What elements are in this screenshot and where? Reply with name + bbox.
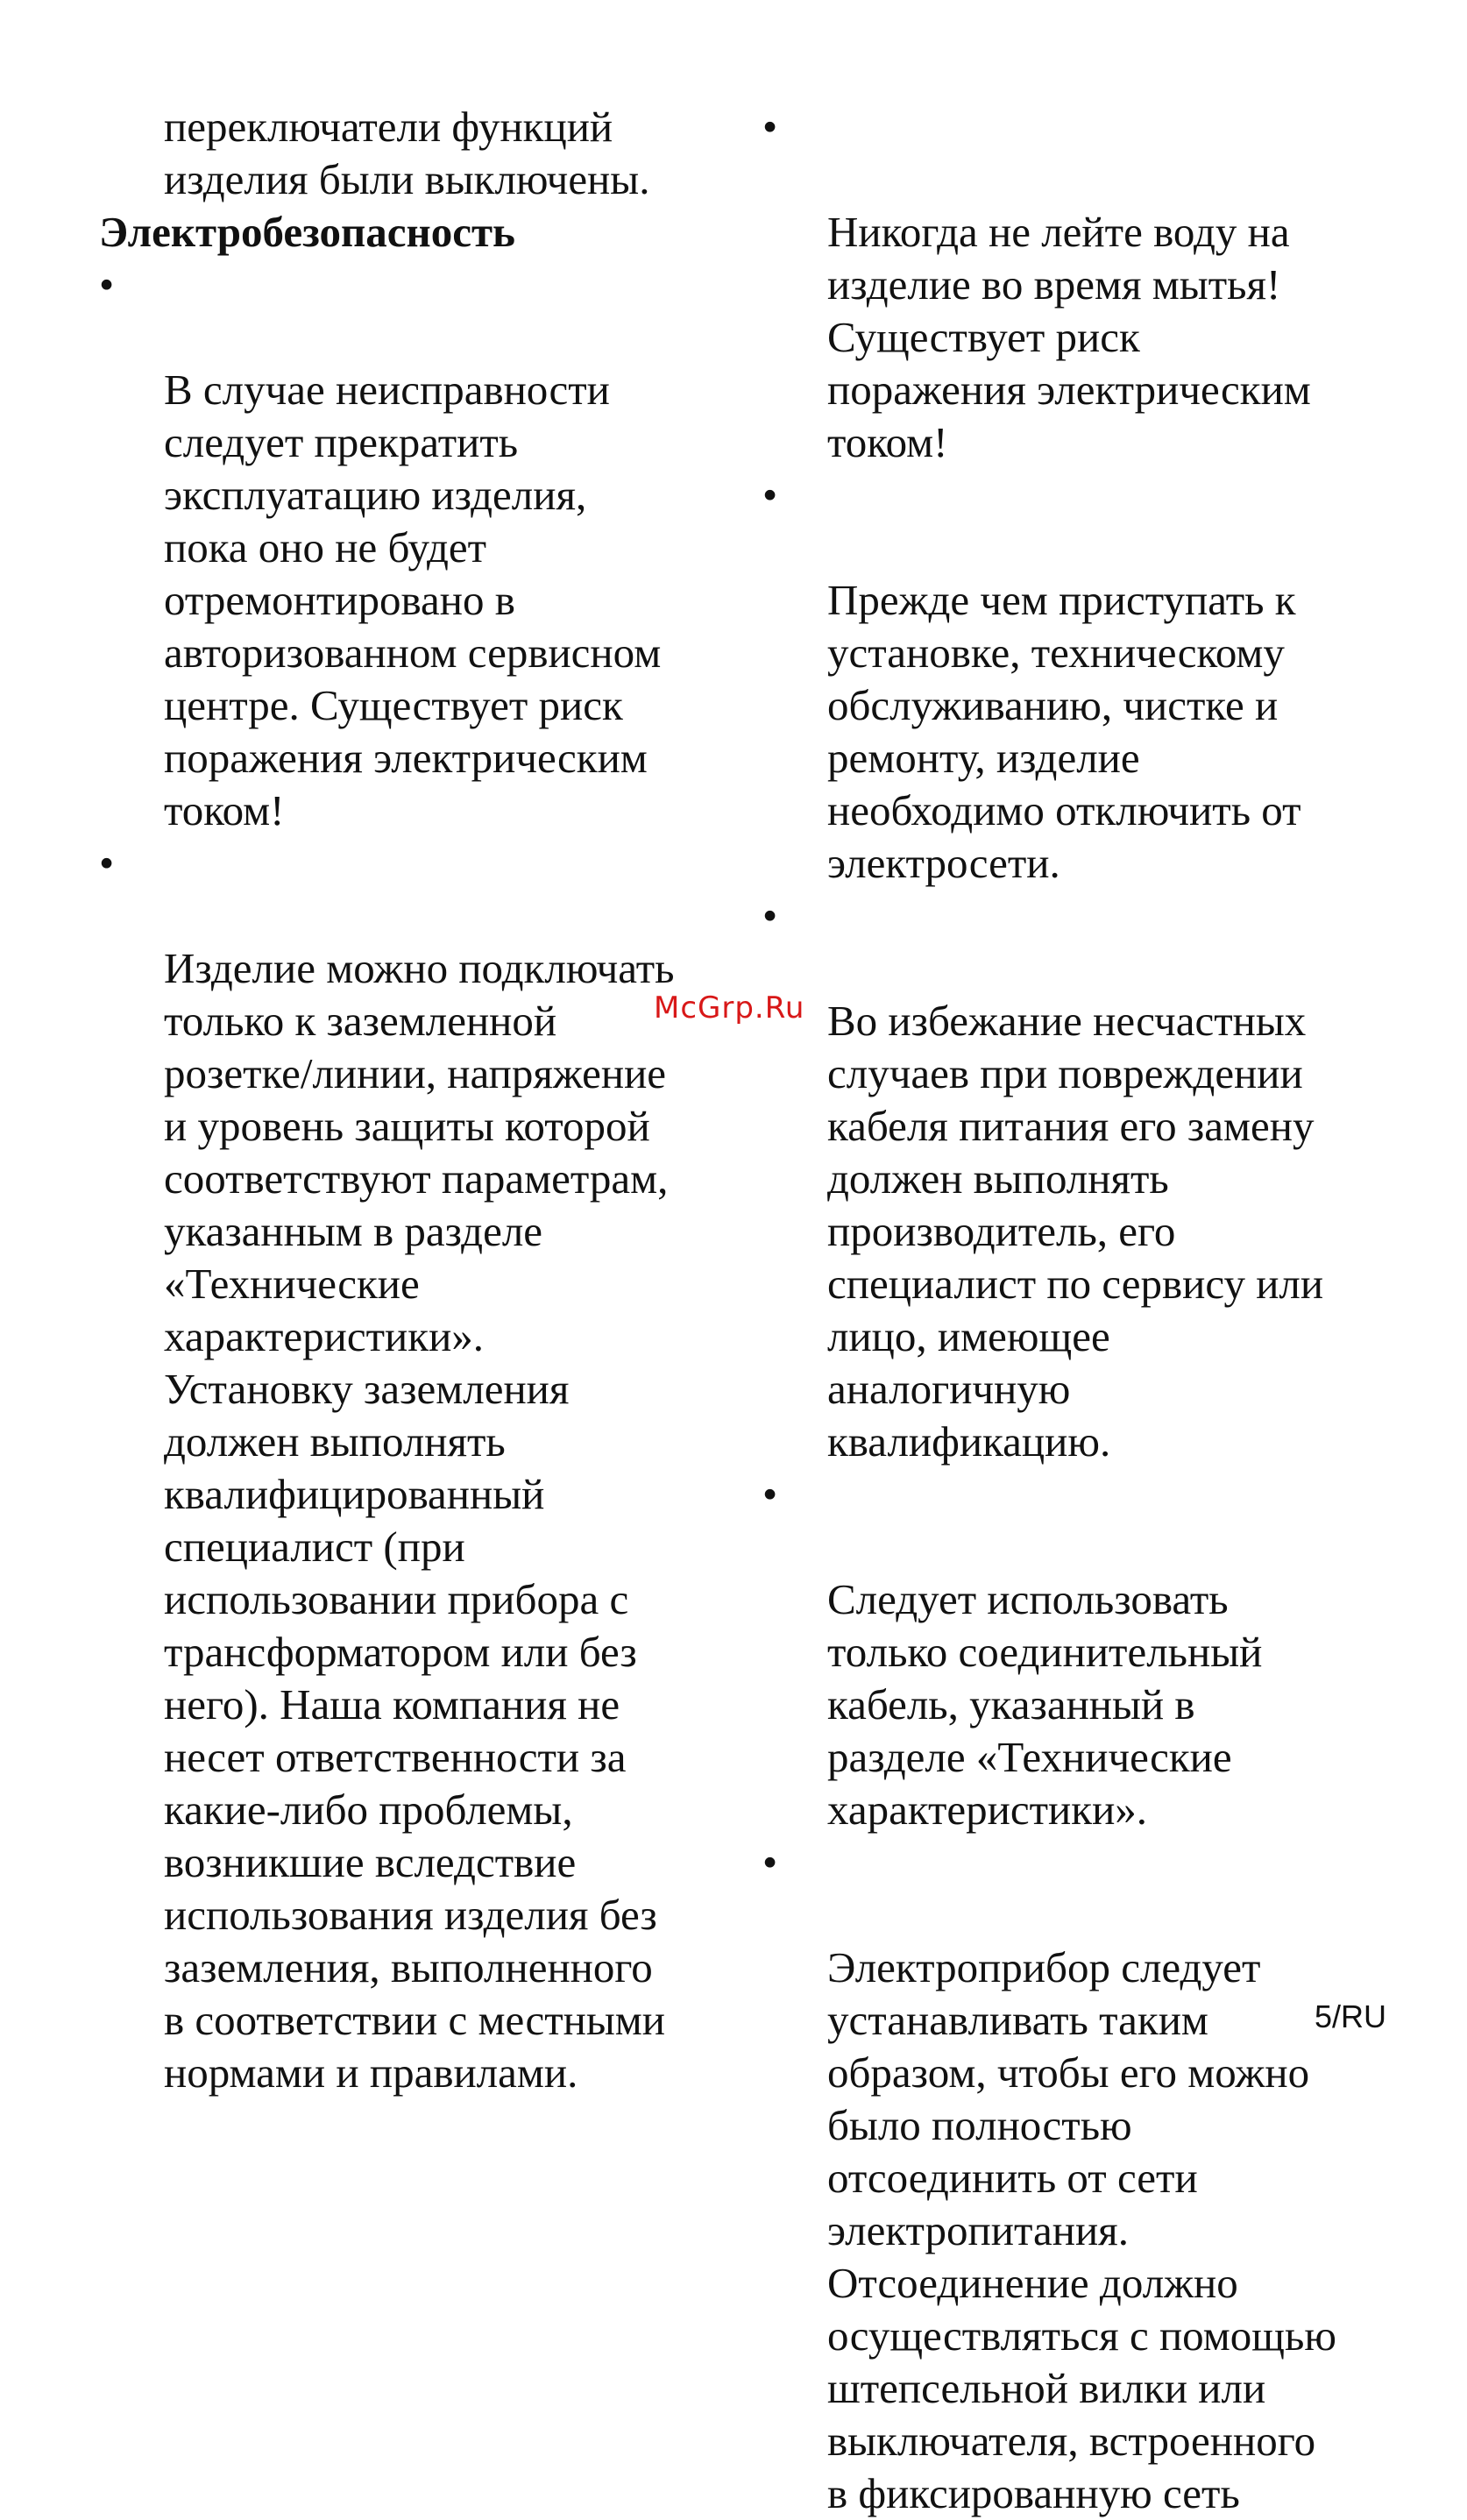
list-item-text: Прежде чем приступать к установке, техническому обслуживанию, чистке и ремонту, изделие необходимо отключить от электросети. [827, 576, 1301, 887]
bullet-icon: • [99, 839, 115, 887]
bullet-icon: • [99, 260, 115, 309]
continuation-paragraph: переключатели функций изделия были выключены. [164, 103, 650, 203]
list-item-text: В случае неисправности следует прекратить эксплуатацию изделия, пока оно не будет отремонтировано в авторизованном сервисном центре. Существует риск поражения электрическим током! [164, 366, 662, 834]
list-item-text: Изделие можно подключать только к заземленной розетке/линии, напряжение и уровень защиты которой соответствуют параметрам, указанным в разделе «Технические характеристики». Установку заземления должен выполнять квалифицированный специалист (при использовании прибора с трансформатором или без него). Наша компания не несет ответственности за какие-либо проблемы, возникшие вследствие использования изделия без заземления, выполненного в соответствии с местными нормами и правилами. [164, 944, 675, 2097]
list-item [762, 101, 1393, 469]
list-item [99, 259, 730, 837]
bullet-icon: • [762, 1470, 778, 1518]
list-item-text: Никогда не лейте воду на изделие во время мытья! Существует риск поражения электрическим током! [827, 208, 1311, 466]
page-number: 5/RU [1315, 1998, 1387, 2034]
bullet-icon: • [762, 891, 778, 940]
list-item [762, 890, 1393, 1468]
bullet-icon: • [762, 103, 778, 151]
list-item-text: Следует использовать только соединительный кабель, указанный в разделе «Технические характеристики». [827, 1575, 1263, 1834]
list-item [762, 1836, 1393, 2520]
section-heading-electrical-safety: Электробезопасность [99, 208, 515, 256]
watermark: McGrp.Ru [654, 990, 805, 1026]
list-item [99, 837, 730, 2099]
list-item [762, 469, 1393, 890]
list-item-text: Во избежание несчастных случаев при повреждении кабеля питания его замену должен выполнять производитель, его специалист по сервису или лицо, имеющее аналогичную квалификацию. [827, 997, 1324, 1466]
list-item-text: Электроприбор следует устанавливать таким образом, чтобы его можно было полностью отсоединить от сети электропитания. Отсоединение должно осуществляться с помощью штепсельной вилки или выключателя, встроенного в фиксированную сеть [827, 1943, 1336, 2517]
bullet-icon: • [762, 1838, 778, 1886]
left-column [99, 101, 730, 2099]
list-item [762, 1468, 1393, 1836]
right-column [762, 101, 1393, 2520]
bullet-icon: • [762, 471, 778, 519]
